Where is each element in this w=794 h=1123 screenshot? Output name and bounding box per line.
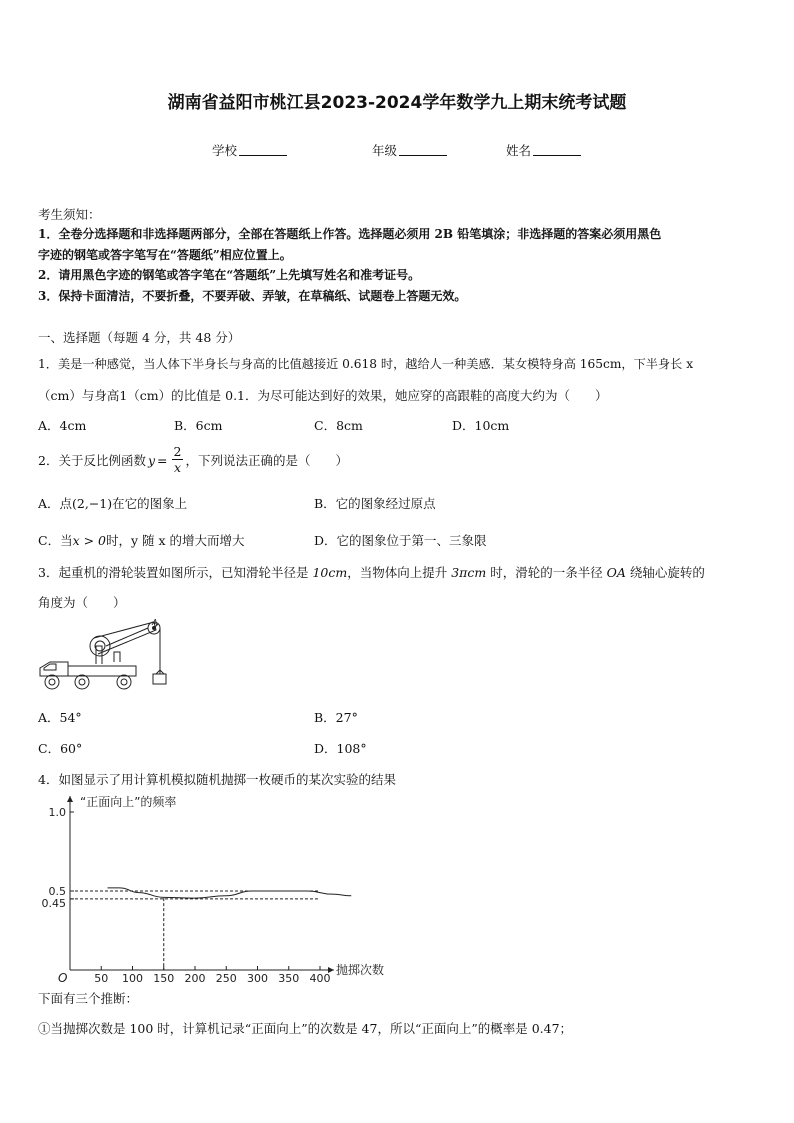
q2-option-c-post: 时，y 随 x 的增大而增大 xyxy=(106,533,245,548)
q4-after-chart: 下面有三个推断： xyxy=(38,991,139,1006)
q2-stem-pre: 2．关于反比例函数 xyxy=(38,453,146,468)
q1-line-2: （cm）与身高1（cm）的比值是 0.1．为尽可能达到好的效果，她应穿的高跟鞋的高度大约为（ ） xyxy=(38,388,608,403)
crane-point-label: A xyxy=(152,618,158,627)
x-tick-label: 200 xyxy=(184,972,206,985)
y-axis-title: “正面向上”的频率 xyxy=(80,795,177,809)
q3-option-d: D．108° xyxy=(314,741,367,756)
q3-radius: 10cm xyxy=(312,565,348,580)
q3-option-b: B．27° xyxy=(314,710,358,725)
frequency-chart xyxy=(30,792,400,988)
q2-eq: = xyxy=(157,452,168,468)
q2-option-c-pre: C．当 xyxy=(38,533,73,548)
q2-option-d: D．它的图象位于第一、三象限 xyxy=(314,533,487,548)
grade-label: 年级 xyxy=(372,143,398,158)
x-tick-label: 250 xyxy=(215,972,237,985)
q3-option-a: A．54° xyxy=(38,710,82,725)
section-heading: 一、选择题（每题 4 分，共 48 分） xyxy=(38,330,241,345)
q1-option-a: A．4cm xyxy=(38,418,87,433)
q3-option-c: C．60° xyxy=(38,741,83,756)
school-label: 学校 xyxy=(212,143,238,158)
y-tick-label: 0.45 xyxy=(41,896,66,910)
q1-line-1: 1．美是一种感觉，当人体下半身长与身高的比值越接近 0.618 时，越给人一种美感．某女模特身高 165cm，下半身长 x xyxy=(38,357,694,371)
page-title: 湖南省益阳市桃江县2023-2024学年数学九上期末统考试题 xyxy=(167,93,627,113)
school-blank xyxy=(239,143,287,156)
y-axis-arrow xyxy=(67,796,73,802)
q2-y: y xyxy=(147,452,156,468)
q2-option-a-point: (2,−1) xyxy=(72,496,113,511)
notice-item-3: 3．保持卡面清洁，不要折叠，不要弄破、弄皱，在草稿纸、试题卷上答题无效。 xyxy=(38,289,467,303)
q2-option-b: B．它的图象经过原点 xyxy=(314,496,436,511)
q3-oa: OA xyxy=(606,565,626,580)
notice-item-1-line-2: 字迹的钢笔或答字笔写在“答题纸”相应位置上。 xyxy=(38,248,292,262)
q2-fraction-numerator: 2 xyxy=(173,443,182,459)
q2-fraction-denominator: x xyxy=(173,460,182,475)
q3-line-1-a: 3．起重机的滑轮装置如图所示，已知滑轮半径是 xyxy=(38,565,313,580)
grade-field xyxy=(372,141,447,159)
q2-option-c-condition: x > 0 xyxy=(72,533,107,548)
y-tick-label: 1.0 xyxy=(48,806,66,819)
name-field xyxy=(506,141,581,159)
q3-line-1-c: 时，滑轮的一条半径 xyxy=(486,565,607,580)
x-tick-label: 300 xyxy=(247,972,268,985)
q3-lift: 3πcm xyxy=(451,565,487,580)
name-label: 姓名 xyxy=(506,143,532,158)
name-blank xyxy=(533,143,581,156)
q4-line-1: 4．如图显示了用计算机模拟随机抛掷一枚硬币的某次实验的结果 xyxy=(38,772,396,787)
q2-stem-post: ，下列说法正确的是（ ） xyxy=(185,453,348,468)
q2-option-a-pre: A．点 xyxy=(38,496,73,511)
x-tick-label: 150 xyxy=(153,972,175,985)
x-axis-title: 抛掷次数 xyxy=(336,963,385,977)
q2-option-c xyxy=(38,531,245,549)
school-field xyxy=(212,141,287,159)
notice-item-1-line-1: 1．全卷分选择题和非选择题两部分，全部在答题纸上作答。选择题必须用 2B 铅笔填涂；非选择题的答案必须用黑色 xyxy=(38,227,662,241)
x-tick-label: 350 xyxy=(278,972,300,985)
q4-inference-1: ①当抛掷次数是 100 时，计算机记录“正面向上”的次数是 47，所以“正面向上”的概率是 0.47； xyxy=(38,1021,573,1036)
y-tick-label: 0.5 xyxy=(48,885,66,898)
q2-fraction xyxy=(172,443,184,475)
frequency-series-line xyxy=(108,888,352,898)
q2-option-a-post: 在它的图象上 xyxy=(112,496,188,511)
q2-stem xyxy=(38,442,348,478)
q1-option-d: D．10cm xyxy=(452,418,510,433)
q1-option-c: C．8cm xyxy=(314,418,363,433)
q3-line-2: 角度为（ ） xyxy=(38,595,126,610)
q3-line-1-b: ，当物体向上提升 xyxy=(347,565,452,580)
origin-label: O xyxy=(58,971,68,985)
q1-option-b: B．6cm xyxy=(174,418,223,433)
notice-heading: 考生须知： xyxy=(38,207,101,222)
x-tick-label: 100 xyxy=(122,972,143,985)
q3-line-1 xyxy=(38,563,705,581)
q2-option-a xyxy=(38,494,187,512)
grade-blank xyxy=(399,143,447,156)
crane-figure xyxy=(36,616,170,698)
q3-line-1-d: 绕轴心旋转的 xyxy=(625,565,705,580)
x-tick-label: 50 xyxy=(94,972,109,985)
x-tick-label: 400 xyxy=(309,972,331,985)
notice-item-2: 2．请用黑色字迹的钢笔或答字笔在“答题纸”上先填写姓名和准考证号。 xyxy=(38,268,421,282)
